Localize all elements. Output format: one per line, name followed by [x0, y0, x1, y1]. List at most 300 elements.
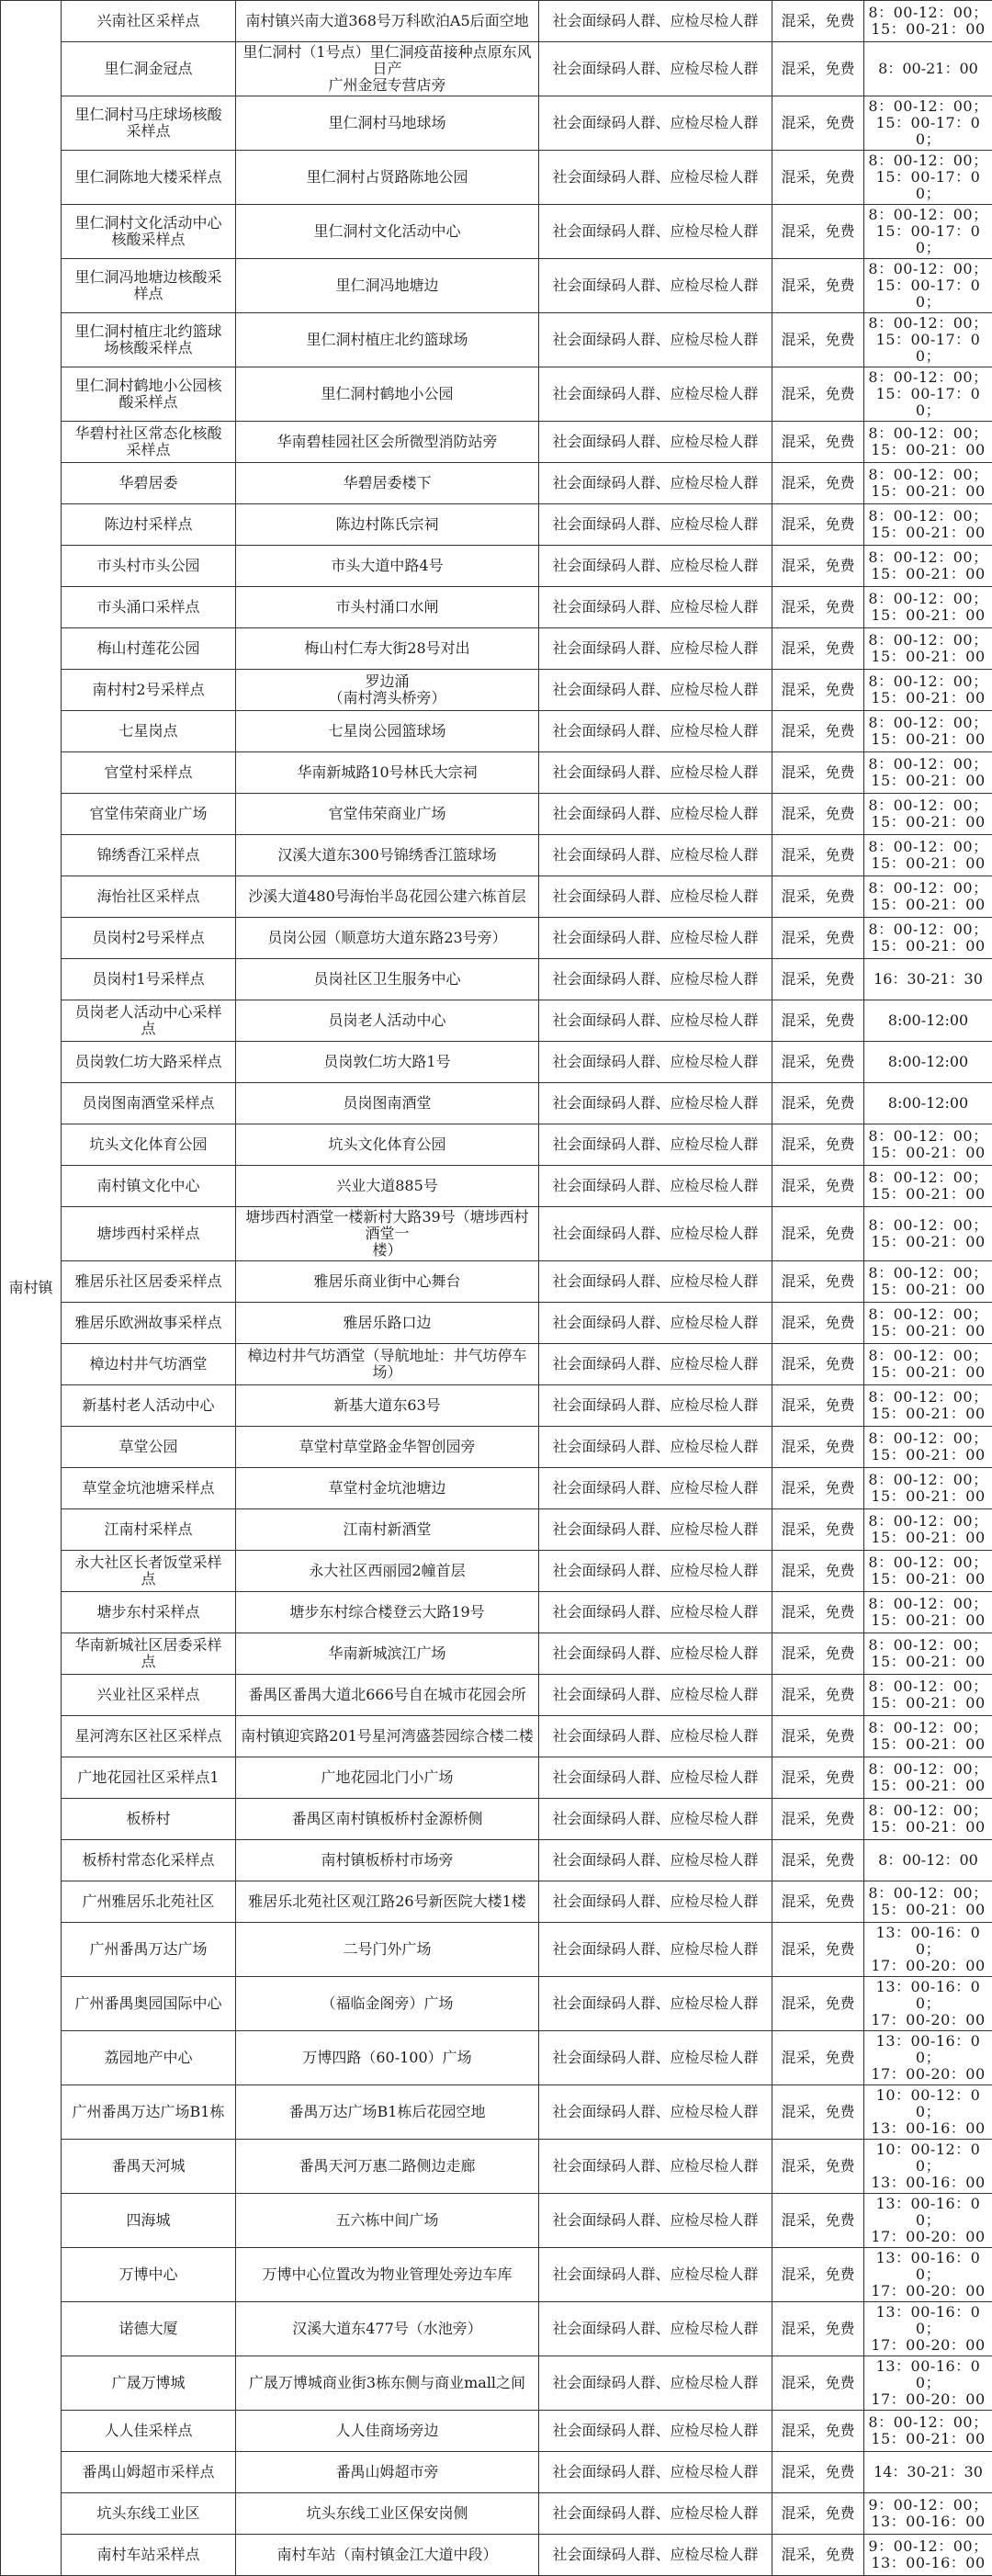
address-cell: 里仁洞村（1号点）里仁洞疫苗接种点原东风日产 广州金冠专营店旁 — [236, 42, 539, 96]
service-hours-cell: 8：00-21：00 — [864, 42, 992, 96]
sampling-method-cell: 混采，免费 — [772, 1840, 864, 1881]
service-hours-cell: 8：00-12：00； 15：00-21：00 — [864, 711, 992, 752]
site-name-cell: 广州番禺万达广场 — [62, 1923, 236, 1977]
table-row — [1, 367, 992, 422]
service-hours-cell: 8：00-12：00； 15：00-21：00 — [864, 1207, 992, 1261]
site-name-cell: 万博中心 — [62, 2248, 236, 2302]
table-row — [1, 670, 992, 711]
service-hours-cell: 8：00-12：00； 15：00-21：00 — [864, 1468, 992, 1509]
service-hours-cell: 8：00-12：00； 15：00-17：00； — [864, 313, 992, 367]
target-group-cell: 社会面绿码人群、应检尽检人群 — [539, 1551, 772, 1592]
service-hours-cell: 8：00-12：00； 15：00-21：00 — [864, 1166, 992, 1207]
site-name-cell: 市头涌口采样点 — [62, 587, 236, 628]
address-cell: 草堂村金坑池塘边 — [236, 1468, 539, 1509]
site-name-cell: 新基村老人活动中心 — [62, 1385, 236, 1427]
address-cell: 罗边涌 （南村湾头桥旁） — [236, 670, 539, 711]
service-hours-cell: 14：30-21：30 — [864, 2452, 992, 2493]
table-row — [1, 2356, 992, 2411]
sampling-method-cell: 混采，免费 — [772, 2411, 864, 2452]
table-row — [1, 313, 992, 367]
address-cell: 华南碧桂园社区会所微型消防站旁 — [236, 422, 539, 463]
address-cell: 雅居乐北苑社区观江路26号新医院大楼1楼 — [236, 1881, 539, 1923]
service-hours-cell: 9：00-12：00； 13：00-16：00 — [864, 2535, 992, 2576]
sampling-method-cell: 混采，免费 — [772, 794, 864, 835]
address-cell: 员岗社区卫生服务中心 — [236, 959, 539, 1000]
site-name-cell: 广州番禺奥园国际中心 — [62, 1977, 236, 2031]
service-hours-cell: 8：00-12：00； 15：00-21：00 — [864, 1633, 992, 1675]
site-name-cell: 官堂伟荣商业广场 — [62, 794, 236, 835]
target-group-cell: 社会面绿码人群、应检尽检人群 — [539, 313, 772, 367]
target-group-cell: 社会面绿码人群、应检尽检人群 — [539, 876, 772, 918]
address-cell: 番禺天河万惠二路侧边走廊 — [236, 2140, 539, 2194]
address-cell: 市头大道中路4号 — [236, 546, 539, 587]
address-cell: 番禺区南村镇板桥村金源桥侧 — [236, 1799, 539, 1840]
table-row — [1, 1799, 992, 1840]
target-group-cell: 社会面绿码人群、应检尽检人群 — [539, 1, 772, 42]
service-hours-cell: 13：00-16：00； 17：00-20：00 — [864, 1977, 992, 2031]
target-group-cell: 社会面绿码人群、应检尽检人群 — [539, 2194, 772, 2248]
sampling-method-cell: 混采，免费 — [772, 2452, 864, 2493]
target-group-cell: 社会面绿码人群、应检尽检人群 — [539, 1000, 772, 1042]
service-hours-cell: 8：00-12：00； 15：00-21：00 — [864, 1, 992, 42]
target-group-cell: 社会面绿码人群、应检尽检人群 — [539, 2411, 772, 2452]
site-name-cell: 番禺山姆超市采样点 — [62, 2452, 236, 2493]
site-name-cell: 樟边村井气坊酒堂 — [62, 1344, 236, 1385]
service-hours-cell: 8：00-12：00； 15：00-21：00 — [864, 2411, 992, 2452]
service-hours-cell: 8：00-12：00； 15：00-21：00 — [864, 1385, 992, 1427]
target-group-cell: 社会面绿码人群、应检尽检人群 — [539, 1633, 772, 1675]
table-row — [1, 1083, 992, 1124]
service-hours-cell: 16：30-21：30 — [864, 959, 992, 1000]
site-name-cell: 广州雅居乐北苑社区 — [62, 1881, 236, 1923]
sampling-method-cell: 混采，免费 — [772, 1166, 864, 1207]
target-group-cell: 社会面绿码人群、应检尽检人群 — [539, 96, 772, 151]
target-group-cell: 社会面绿码人群、应检尽检人群 — [539, 1592, 772, 1633]
service-hours-cell: 8：00-12：00； 15：00-21：00 — [864, 1344, 992, 1385]
target-group-cell: 社会面绿码人群、应检尽检人群 — [539, 2302, 772, 2356]
site-name-cell: 人人佳采样点 — [62, 2411, 236, 2452]
target-group-cell: 社会面绿码人群、应检尽检人群 — [539, 2452, 772, 2493]
sampling-method-cell: 混采，免费 — [772, 1427, 864, 1468]
address-cell: 新基大道东63号 — [236, 1385, 539, 1427]
table-row — [1, 42, 992, 96]
target-group-cell: 社会面绿码人群、应检尽检人群 — [539, 2356, 772, 2411]
site-name-cell: 南村村2号采样点 — [62, 670, 236, 711]
site-name-cell: 广州番禺万达广场B1栋 — [62, 2085, 236, 2140]
sampling-method-cell: 混采，免费 — [772, 367, 864, 422]
site-name-cell: 永大社区长者饭堂采样 点 — [62, 1551, 236, 1592]
service-hours-cell: 8：00-12：00； 15：00-21：00 — [864, 835, 992, 876]
site-name-cell: 广地花园社区采样点1 — [62, 1757, 236, 1799]
target-group-cell: 社会面绿码人群、应检尽检人群 — [539, 1385, 772, 1427]
target-group-cell: 社会面绿码人群、应检尽检人群 — [539, 1261, 772, 1303]
table-row — [1, 628, 992, 670]
service-hours-cell: 8：00-12：00； 15：00-21：00 — [864, 670, 992, 711]
table-row — [1, 2493, 992, 2535]
target-group-cell: 社会面绿码人群、应检尽检人群 — [539, 1083, 772, 1124]
service-hours-cell: 13：00-16：00； 17：00-20：00 — [864, 2302, 992, 2356]
address-cell: 沙溪大道480号海怡半岛花园公建六栋首层 — [236, 876, 539, 918]
table-row — [1, 504, 992, 546]
address-cell: 里仁洞村鹤地小公园 — [236, 367, 539, 422]
address-cell: 南村镇迎宾路201号星河湾盛荟园综合楼二楼 — [236, 1716, 539, 1757]
sampling-method-cell: 混采，免费 — [772, 1303, 864, 1344]
table-row — [1, 2452, 992, 2493]
service-hours-cell: 10：00-12：00； 13：00-16：00 — [864, 2140, 992, 2194]
sampling-method-cell: 混采，免费 — [772, 1675, 864, 1716]
target-group-cell: 社会面绿码人群、应检尽检人群 — [539, 367, 772, 422]
sampling-method-cell: 混采，免费 — [772, 1716, 864, 1757]
sampling-method-cell: 混采，免费 — [772, 2140, 864, 2194]
target-group-cell: 社会面绿码人群、应检尽检人群 — [539, 1799, 772, 1840]
target-group-cell: 社会面绿码人群、应检尽检人群 — [539, 1303, 772, 1344]
address-cell: 里仁洞村植庄北约篮球场 — [236, 313, 539, 367]
address-cell: 塘步东村综合楼登云大路19号 — [236, 1592, 539, 1633]
service-hours-cell: 8：00-12：00； 15：00-21：00 — [864, 1799, 992, 1840]
table-row — [1, 1, 992, 42]
table-row — [1, 546, 992, 587]
address-cell: 人人佳商场旁边 — [236, 2411, 539, 2452]
service-hours-cell: 8：00-12：00； 15：00-21：00 — [864, 794, 992, 835]
target-group-cell: 社会面绿码人群、应检尽检人群 — [539, 546, 772, 587]
address-cell: 南村车站（南村镇金江大道中段） — [236, 2535, 539, 2576]
sampling-method-cell: 混采，免费 — [772, 1124, 864, 1166]
site-name-cell: 四海城 — [62, 2194, 236, 2248]
service-hours-cell: 8：00-12：00； 15：00-21：00 — [864, 422, 992, 463]
sampling-method-cell: 混采，免费 — [772, 2194, 864, 2248]
address-cell: 七星岗公园篮球场 — [236, 711, 539, 752]
table-row — [1, 2535, 992, 2576]
service-hours-cell: 8:00-12:00 — [864, 1083, 992, 1124]
sampling-method-cell: 混采，免费 — [772, 2302, 864, 2356]
site-name-cell: 华碧村社区常态化核酸 采样点 — [62, 422, 236, 463]
address-cell: 华碧居委楼下 — [236, 463, 539, 504]
address-cell: 南村镇板桥村市场旁 — [236, 1840, 539, 1881]
address-cell: 五六栋中间广场 — [236, 2194, 539, 2248]
table-row — [1, 1261, 992, 1303]
site-name-cell: 广晟万博城 — [62, 2356, 236, 2411]
sampling-method-cell: 混采，免费 — [772, 259, 864, 313]
table-row — [1, 422, 992, 463]
site-name-cell: 兴业社区采样点 — [62, 1675, 236, 1716]
site-name-cell: 雅居乐欧洲故事采样点 — [62, 1303, 236, 1344]
table-row — [1, 1207, 992, 1261]
site-name-cell: 里仁洞冯地塘边核酸采 样点 — [62, 259, 236, 313]
target-group-cell: 社会面绿码人群、应检尽检人群 — [539, 1468, 772, 1509]
service-hours-cell: 9：00-12：00； 13：00-16：00 — [864, 2493, 992, 2535]
sampling-method-cell: 混采，免费 — [772, 1468, 864, 1509]
target-group-cell: 社会面绿码人群、应检尽检人群 — [539, 1977, 772, 2031]
target-group-cell: 社会面绿码人群、应检尽检人群 — [539, 711, 772, 752]
sampling-method-cell: 混采，免费 — [772, 628, 864, 670]
site-name-cell: 坑头东线工业区 — [62, 2493, 236, 2535]
service-hours-cell: 8：00-12：00； 15：00-17：00； — [864, 151, 992, 205]
sampling-method-cell: 混采，免费 — [772, 2493, 864, 2535]
target-group-cell: 社会面绿码人群、应检尽检人群 — [539, 1923, 772, 1977]
service-hours-cell: 8：00-12：00； 15：00-21：00 — [864, 546, 992, 587]
service-hours-cell: 13：00-16：00； 17：00-20：00 — [864, 2031, 992, 2085]
sampling-method-cell: 混采，免费 — [772, 1757, 864, 1799]
site-name-cell: 华南新城社区居委采样 点 — [62, 1633, 236, 1675]
target-group-cell: 社会面绿码人群、应检尽检人群 — [539, 1840, 772, 1881]
sampling-method-cell: 混采，免费 — [772, 835, 864, 876]
address-cell: 坑头东线工业区保安岗侧 — [236, 2493, 539, 2535]
sampling-method-cell: 混采，免费 — [772, 1977, 864, 2031]
site-name-cell: 星河湾东区社区采样点 — [62, 1716, 236, 1757]
address-cell: 陈边村陈氏宗祠 — [236, 504, 539, 546]
address-cell: 官堂伟荣商业广场 — [236, 794, 539, 835]
site-name-cell: 草堂公园 — [62, 1427, 236, 1468]
target-group-cell: 社会面绿码人群、应检尽检人群 — [539, 794, 772, 835]
address-cell: 番禺万达广场B1栋后花园空地 — [236, 2085, 539, 2140]
site-name-cell: 员岗敦仁坊大路采样点 — [62, 1042, 236, 1083]
target-group-cell: 社会面绿码人群、应检尽检人群 — [539, 2085, 772, 2140]
town-name-cell: 南村镇 — [1, 1, 62, 2576]
target-group-cell: 社会面绿码人群、应检尽检人群 — [539, 1757, 772, 1799]
service-hours-cell: 8：00-12：00； 15：00-17：00； — [864, 96, 992, 151]
site-name-cell: 里仁洞村植庄北约篮球 场核酸采样点 — [62, 313, 236, 367]
target-group-cell: 社会面绿码人群、应检尽检人群 — [539, 1124, 772, 1166]
sampling-method-cell: 混采，免费 — [772, 587, 864, 628]
table-row — [1, 1840, 992, 1881]
target-group-cell: 社会面绿码人群、应检尽检人群 — [539, 2140, 772, 2194]
address-cell: 雅居乐路口边 — [236, 1303, 539, 1344]
table-row — [1, 587, 992, 628]
site-name-cell: 诺德大厦 — [62, 2302, 236, 2356]
table-row — [1, 2140, 992, 2194]
target-group-cell: 社会面绿码人群、应检尽检人群 — [539, 628, 772, 670]
table-row — [1, 151, 992, 205]
table-row — [1, 2194, 992, 2248]
address-cell: 坑头文化体育公园 — [236, 1124, 539, 1166]
sampling-method-cell: 混采，免费 — [772, 1, 864, 42]
sampling-method-cell: 混采，免费 — [772, 1633, 864, 1675]
sampling-method-cell: 混采，免费 — [772, 1042, 864, 1083]
service-hours-cell: 13：00-16：00； 17：00-20：00 — [864, 2194, 992, 2248]
service-hours-cell: 8：00-12：00； 15：00-21：00 — [864, 1124, 992, 1166]
address-cell: 里仁洞村马地球场 — [236, 96, 539, 151]
table-row — [1, 1592, 992, 1633]
site-name-cell: 雅居乐社区居委采样点 — [62, 1261, 236, 1303]
table-row — [1, 1923, 992, 1977]
site-name-cell: 七星岗点 — [62, 711, 236, 752]
sampling-method-cell: 混采，免费 — [772, 463, 864, 504]
site-name-cell: 板桥村 — [62, 1799, 236, 1840]
table-row — [1, 1303, 992, 1344]
sampling-method-cell: 混采，免费 — [772, 546, 864, 587]
address-cell: 梅山村仁寿大街28号对出 — [236, 628, 539, 670]
site-name-cell: 草堂金坑池塘采样点 — [62, 1468, 236, 1509]
sampling-method-cell: 混采，免费 — [772, 2535, 864, 2576]
service-hours-cell: 13：00-16：00； 17：00-20：00 — [864, 2248, 992, 2302]
service-hours-cell: 8:00-12:00 — [864, 1042, 992, 1083]
sampling-method-cell: 混采，免费 — [772, 1000, 864, 1042]
target-group-cell: 社会面绿码人群、应检尽检人群 — [539, 1881, 772, 1923]
site-name-cell: 南村车站采样点 — [62, 2535, 236, 2576]
sampling-method-cell: 混采，免费 — [772, 1923, 864, 1977]
address-cell: 草堂村草堂路金华智创园旁 — [236, 1427, 539, 1468]
sampling-method-cell: 混采，免费 — [772, 752, 864, 794]
sampling-method-cell: 混采，免费 — [772, 711, 864, 752]
sampling-method-cell: 混采，免费 — [772, 2356, 864, 2411]
target-group-cell: 社会面绿码人群、应检尽检人群 — [539, 1509, 772, 1551]
address-cell: 员岗图南酒堂 — [236, 1083, 539, 1124]
table-row — [1, 1716, 992, 1757]
address-cell: 广晟万博城商业街3栋东侧与商业mall之间 — [236, 2356, 539, 2411]
sampling-method-cell: 混采，免费 — [772, 918, 864, 959]
target-group-cell: 社会面绿码人群、应检尽检人群 — [539, 42, 772, 96]
sampling-method-cell: 混采，免费 — [772, 1509, 864, 1551]
target-group-cell: 社会面绿码人群、应检尽检人群 — [539, 752, 772, 794]
service-hours-cell: 8:00-12:00 — [864, 1000, 992, 1042]
target-group-cell: 社会面绿码人群、应检尽检人群 — [539, 259, 772, 313]
table-row — [1, 1000, 992, 1042]
site-name-cell: 塘埗西村采样点 — [62, 1207, 236, 1261]
site-name-cell: 板桥村常态化采样点 — [62, 1840, 236, 1881]
service-hours-cell: 8：00-12：00； 15：00-17：00； — [864, 205, 992, 259]
sampling-method-cell: 混采，免费 — [772, 2248, 864, 2302]
sampling-method-cell: 混采，免费 — [772, 42, 864, 96]
target-group-cell: 社会面绿码人群、应检尽检人群 — [539, 1716, 772, 1757]
service-hours-cell: 8：00-12：00； 15：00-21：00 — [864, 504, 992, 546]
sampling-method-cell: 混采，免费 — [772, 2031, 864, 2085]
table-row — [1, 1468, 992, 1509]
site-name-cell: 里仁洞村文化活动中心 核酸采样点 — [62, 205, 236, 259]
site-name-cell: 里仁洞金冠点 — [62, 42, 236, 96]
address-cell: 华南新城滨江广场 — [236, 1633, 539, 1675]
address-cell: 广地花园北门小广场 — [236, 1757, 539, 1799]
table-row — [1, 1124, 992, 1166]
sampling-method-cell: 混采，免费 — [772, 1881, 864, 1923]
address-cell: 永大社区西丽园2幢首层 — [236, 1551, 539, 1592]
site-name-cell: 员岗村2号采样点 — [62, 918, 236, 959]
table-row — [1, 711, 992, 752]
service-hours-cell: 10：00-12：00； 13：00-16：00 — [864, 2085, 992, 2140]
sampling-method-cell: 混采，免费 — [772, 313, 864, 367]
service-hours-cell: 8：00-12：00； 15：00-21：00 — [864, 1592, 992, 1633]
target-group-cell: 社会面绿码人群、应检尽检人群 — [539, 2031, 772, 2085]
table-row — [1, 1344, 992, 1385]
table-row — [1, 1509, 992, 1551]
service-hours-cell: 8：00-12：00； 15：00-21：00 — [864, 1757, 992, 1799]
target-group-cell: 社会面绿码人群、应检尽检人群 — [539, 2248, 772, 2302]
address-cell: 汉溪大道东477号（水池旁） — [236, 2302, 539, 2356]
site-name-cell: 里仁洞村马庄球场核酸 采样点 — [62, 96, 236, 151]
address-cell: 里仁洞村占贤路陈地公园 — [236, 151, 539, 205]
site-name-cell: 兴南社区采样点 — [62, 1, 236, 42]
address-cell: 员岗公园（顺意坊大道东路23号旁） — [236, 918, 539, 959]
address-cell: 二号门外广场 — [236, 1923, 539, 1977]
sampling-method-cell: 混采，免费 — [772, 1551, 864, 1592]
address-cell: 南村镇兴南大道368号万科欧泊A5后面空地 — [236, 1, 539, 42]
target-group-cell: 社会面绿码人群、应检尽检人群 — [539, 918, 772, 959]
site-name-cell: 里仁洞村鹤地小公园核 酸采样点 — [62, 367, 236, 422]
site-name-cell: 番禺天河城 — [62, 2140, 236, 2194]
target-group-cell: 社会面绿码人群、应检尽检人群 — [539, 1042, 772, 1083]
site-name-cell: 里仁洞陈地大楼采样点 — [62, 151, 236, 205]
table-row — [1, 1675, 992, 1716]
table-row — [1, 1633, 992, 1675]
table-row — [1, 205, 992, 259]
target-group-cell: 社会面绿码人群、应检尽检人群 — [539, 151, 772, 205]
service-hours-cell: 8：00-12：00； 15：00-21：00 — [864, 1261, 992, 1303]
table-row — [1, 794, 992, 835]
site-name-cell: 海怡社区采样点 — [62, 876, 236, 918]
service-hours-cell: 8：00-12：00； 15：00-21：00 — [864, 628, 992, 670]
sampling-method-cell: 混采，免费 — [772, 959, 864, 1000]
site-name-cell: 员岗老人活动中心采样 点 — [62, 1000, 236, 1042]
site-name-cell: 坑头文化体育公园 — [62, 1124, 236, 1166]
address-cell: 江南村新酒堂 — [236, 1509, 539, 1551]
sampling-method-cell: 混采，免费 — [772, 1261, 864, 1303]
service-hours-cell: 8：00-12：00； 15：00-21：00 — [864, 587, 992, 628]
table-row — [1, 96, 992, 151]
sampling-method-cell: 混采，免费 — [772, 151, 864, 205]
address-cell: （福临金阁旁）广场 — [236, 1977, 539, 2031]
site-name-cell: 南村镇文化中心 — [62, 1166, 236, 1207]
target-group-cell: 社会面绿码人群、应检尽检人群 — [539, 1675, 772, 1716]
sampling-sites-body — [1, 1, 992, 2576]
service-hours-cell: 8：00-12：00 — [864, 1840, 992, 1881]
site-name-cell: 梅山村莲花公园 — [62, 628, 236, 670]
site-name-cell: 锦绣香江采样点 — [62, 835, 236, 876]
table-row — [1, 959, 992, 1000]
address-cell: 雅居乐商业街中心舞台 — [236, 1261, 539, 1303]
table-row — [1, 835, 992, 876]
table-row — [1, 259, 992, 313]
service-hours-cell: 8：00-12：00； 15：00-21：00 — [864, 876, 992, 918]
target-group-cell: 社会面绿码人群、应检尽检人群 — [539, 1427, 772, 1468]
sampling-method-cell: 混采，免费 — [772, 876, 864, 918]
address-cell: 员岗老人活动中心 — [236, 1000, 539, 1042]
sampling-method-cell: 混采，免费 — [772, 96, 864, 151]
site-name-cell: 华碧居委 — [62, 463, 236, 504]
address-cell: 里仁洞村文化活动中心 — [236, 205, 539, 259]
site-name-cell: 员岗图南酒堂采样点 — [62, 1083, 236, 1124]
sampling-method-cell: 混采，免费 — [772, 1385, 864, 1427]
service-hours-cell: 8：00-12：00； 15：00-21：00 — [864, 1551, 992, 1592]
site-name-cell: 荔园地产中心 — [62, 2031, 236, 2085]
target-group-cell: 社会面绿码人群、应检尽检人群 — [539, 959, 772, 1000]
sampling-method-cell: 混采，免费 — [772, 1207, 864, 1261]
target-group-cell: 社会面绿码人群、应检尽检人群 — [539, 670, 772, 711]
table-row — [1, 1757, 992, 1799]
sampling-method-cell: 混采，免费 — [772, 504, 864, 546]
address-cell: 樟边村井气坊酒堂（导航地址：井气坊停车场） — [236, 1344, 539, 1385]
target-group-cell: 社会面绿码人群、应检尽检人群 — [539, 1344, 772, 1385]
table-row — [1, 1042, 992, 1083]
address-cell: 华南新城路10号林氏大宗祠 — [236, 752, 539, 794]
service-hours-cell: 13：00-16：00； 17：00-20：00 — [864, 1923, 992, 1977]
table-row — [1, 2031, 992, 2085]
table-row — [1, 1385, 992, 1427]
address-cell: 番禺山姆超市旁 — [236, 2452, 539, 2493]
site-name-cell: 市头村市头公园 — [62, 546, 236, 587]
table-row — [1, 1166, 992, 1207]
service-hours-cell: 8：00-12：00； 15：00-21：00 — [864, 1716, 992, 1757]
target-group-cell: 社会面绿码人群、应检尽检人群 — [539, 2493, 772, 2535]
table-row — [1, 2411, 992, 2452]
target-group-cell: 社会面绿码人群、应检尽检人群 — [539, 205, 772, 259]
target-group-cell: 社会面绿码人群、应检尽检人群 — [539, 463, 772, 504]
table-row — [1, 463, 992, 504]
address-cell: 万博中心位置改为物业管理处旁边车库 — [236, 2248, 539, 2302]
address-cell: 万博四路（60-100）广场 — [236, 2031, 539, 2085]
service-hours-cell: 8：00-12：00； 15：00-21：00 — [864, 463, 992, 504]
service-hours-cell: 8：00-12：00； 15：00-21：00 — [864, 1303, 992, 1344]
sampling-method-cell: 混采，免费 — [772, 1592, 864, 1633]
sampling-method-cell: 混采，免费 — [772, 1083, 864, 1124]
